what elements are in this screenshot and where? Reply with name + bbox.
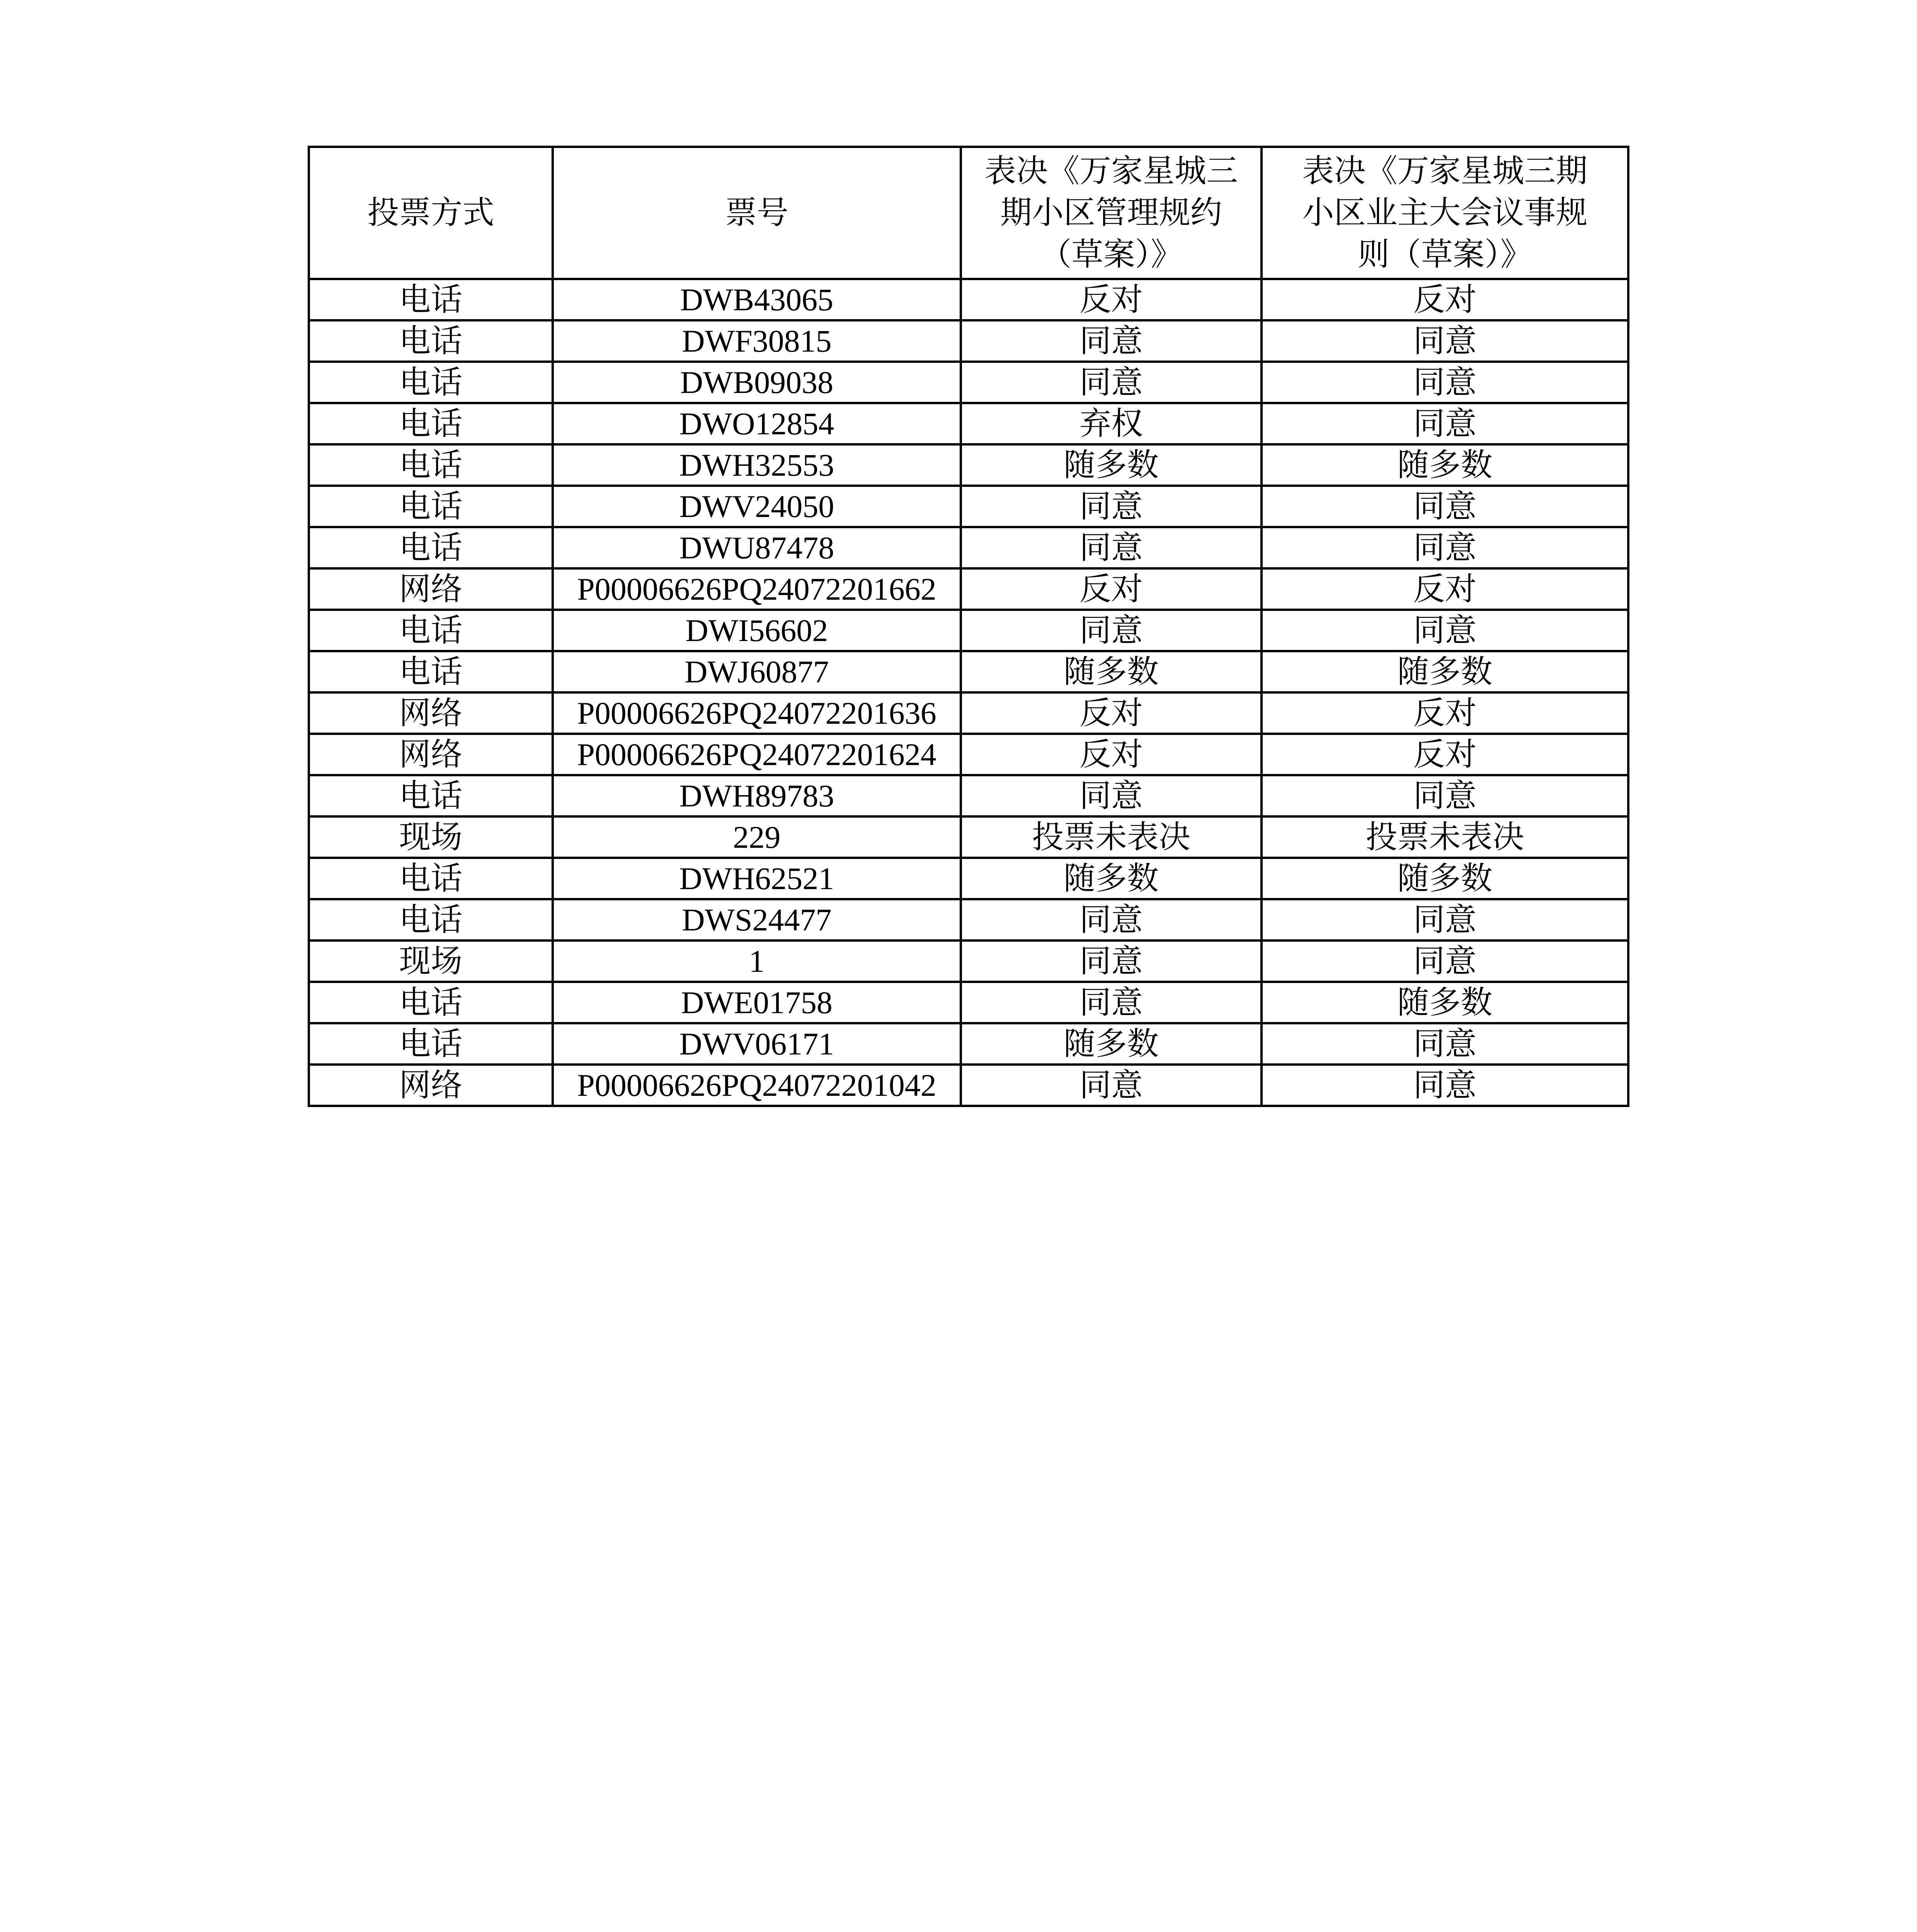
table-row <box>309 899 1628 940</box>
vote-method-cell: 电话 <box>309 527 553 568</box>
resolution-2-vote-cell: 同意 <box>1262 527 1628 568</box>
vote-method-cell: 电话 <box>309 320 553 362</box>
resolution-2-vote-cell: 同意 <box>1262 775 1628 816</box>
resolution-1-vote-cell: 同意 <box>961 527 1262 568</box>
resolution-1-vote-cell: 同意 <box>961 899 1262 940</box>
ticket-number-cell: DWH89783 <box>553 775 961 816</box>
header-resolution-meeting-rules-line: 表决《万家星城三期 <box>1302 153 1588 189</box>
resolution-1-vote-cell: 同意 <box>961 610 1262 651</box>
table-row <box>309 486 1628 527</box>
resolution-2-vote-cell: 同意 <box>1262 1065 1628 1106</box>
table-row <box>309 568 1628 610</box>
vote-method-cell: 电话 <box>309 1023 553 1065</box>
ticket-number-cell: DWB43065 <box>553 279 961 320</box>
ticket-number-cell: DWS24477 <box>553 899 961 940</box>
resolution-1-vote-cell: 同意 <box>961 362 1262 403</box>
resolution-1-vote-cell: 随多数 <box>961 858 1262 899</box>
table-row <box>309 362 1628 403</box>
table-row <box>309 610 1628 651</box>
resolution-2-vote-cell: 同意 <box>1262 320 1628 362</box>
vote-method-cell: 电话 <box>309 486 553 527</box>
resolution-2-vote-cell: 随多数 <box>1262 858 1628 899</box>
ticket-number-cell: DWV24050 <box>553 486 961 527</box>
resolution-2-vote-cell: 反对 <box>1262 734 1628 775</box>
ticket-number-cell: P00006626PQ24072201662 <box>553 568 961 610</box>
table-body <box>309 279 1628 1106</box>
ticket-number-cell: DWI56602 <box>553 610 961 651</box>
ticket-number-cell: DWU87478 <box>553 527 961 568</box>
table-row <box>309 403 1628 444</box>
vote-method-cell: 电话 <box>309 362 553 403</box>
resolution-1-vote-cell: 同意 <box>961 982 1262 1023</box>
table-row <box>309 279 1628 320</box>
ticket-number-cell: DWB09038 <box>553 362 961 403</box>
ticket-number-cell: DWO12854 <box>553 403 961 444</box>
resolution-1-vote-cell: 投票未表决 <box>961 816 1262 858</box>
vote-method-cell: 网络 <box>309 568 553 610</box>
header-vote-method: 投票方式 <box>309 147 553 279</box>
resolution-2-vote-cell: 随多数 <box>1262 444 1628 486</box>
ticket-number-cell: DWH32553 <box>553 444 961 486</box>
table-row <box>309 940 1628 982</box>
header-resolution-meeting-rules-line: 小区业主大会议事规 <box>1302 194 1588 231</box>
resolution-1-vote-cell: 反对 <box>961 692 1262 734</box>
vote-method-cell: 电话 <box>309 610 553 651</box>
resolution-2-vote-cell: 同意 <box>1262 486 1628 527</box>
table-row <box>309 734 1628 775</box>
header-resolution-management-rules <box>961 147 1262 279</box>
ticket-number-cell: 229 <box>553 816 961 858</box>
resolution-2-vote-cell: 同意 <box>1262 610 1628 651</box>
vote-record-table <box>308 146 1629 1107</box>
vote-method-cell: 电话 <box>309 858 553 899</box>
resolution-2-vote-cell: 随多数 <box>1262 982 1628 1023</box>
resolution-1-vote-cell: 同意 <box>961 775 1262 816</box>
resolution-2-vote-cell: 同意 <box>1262 940 1628 982</box>
table-row <box>309 982 1628 1023</box>
table-row <box>309 320 1628 362</box>
resolution-2-vote-cell: 同意 <box>1262 403 1628 444</box>
resolution-1-vote-cell: 反对 <box>961 279 1262 320</box>
ticket-number-cell: P00006626PQ24072201636 <box>553 692 961 734</box>
table-row <box>309 858 1628 899</box>
resolution-1-vote-cell: 反对 <box>961 734 1262 775</box>
header-resolution-management-rules-line: 表决《万家星城三 <box>984 153 1238 189</box>
resolution-1-vote-cell: 随多数 <box>961 1023 1262 1065</box>
resolution-1-vote-cell: 同意 <box>961 1065 1262 1106</box>
ticket-number-cell: P00006626PQ24072201624 <box>553 734 961 775</box>
resolution-1-vote-cell: 弃权 <box>961 403 1262 444</box>
table-header <box>309 147 1628 279</box>
ticket-number-cell: P00006626PQ24072201042 <box>553 1065 961 1106</box>
table-row <box>309 444 1628 486</box>
resolution-2-vote-cell: 同意 <box>1262 899 1628 940</box>
resolution-2-vote-cell: 随多数 <box>1262 651 1628 692</box>
vote-method-cell: 现场 <box>309 816 553 858</box>
vote-method-cell: 电话 <box>309 899 553 940</box>
ticket-number-cell: DWV06171 <box>553 1023 961 1065</box>
ticket-number-cell: 1 <box>553 940 961 982</box>
vote-method-cell: 电话 <box>309 403 553 444</box>
resolution-2-vote-cell: 投票未表决 <box>1262 816 1628 858</box>
ticket-number-cell: DWF30815 <box>553 320 961 362</box>
resolution-1-vote-cell: 同意 <box>961 940 1262 982</box>
header-resolution-meeting-rules-line: 则（草案）》 <box>1357 236 1532 273</box>
table-row <box>309 775 1628 816</box>
table-row <box>309 527 1628 568</box>
header-resolution-management-rules-line: （草案）》 <box>1040 236 1183 273</box>
table-row <box>309 816 1628 858</box>
resolution-2-vote-cell: 反对 <box>1262 279 1628 320</box>
vote-method-cell: 网络 <box>309 734 553 775</box>
table-row <box>309 692 1628 734</box>
resolution-1-vote-cell: 同意 <box>961 320 1262 362</box>
resolution-2-vote-cell: 同意 <box>1262 1023 1628 1065</box>
resolution-2-vote-cell: 同意 <box>1262 362 1628 403</box>
ticket-number-cell: DWJ60877 <box>553 651 961 692</box>
resolution-1-vote-cell: 随多数 <box>961 651 1262 692</box>
resolution-2-vote-cell: 反对 <box>1262 568 1628 610</box>
table-row <box>309 651 1628 692</box>
vote-method-cell: 网络 <box>309 1065 553 1106</box>
header-row <box>309 147 1628 279</box>
table-row <box>309 1065 1628 1106</box>
vote-method-cell: 电话 <box>309 444 553 486</box>
resolution-2-vote-cell: 反对 <box>1262 692 1628 734</box>
vote-method-cell: 电话 <box>309 279 553 320</box>
vote-method-cell: 现场 <box>309 940 553 982</box>
table-row <box>309 1023 1628 1065</box>
header-ticket-number: 票号 <box>553 147 961 279</box>
vote-method-cell: 网络 <box>309 692 553 734</box>
resolution-1-vote-cell: 反对 <box>961 568 1262 610</box>
header-resolution-meeting-rules <box>1262 147 1628 279</box>
vote-method-cell: 电话 <box>309 982 553 1023</box>
ticket-number-cell: DWH62521 <box>553 858 961 899</box>
vote-method-cell: 电话 <box>309 775 553 816</box>
header-resolution-management-rules-line: 期小区管理规约 <box>1000 194 1222 231</box>
ticket-number-cell: DWE01758 <box>553 982 961 1023</box>
vote-method-cell: 电话 <box>309 651 553 692</box>
resolution-1-vote-cell: 同意 <box>961 486 1262 527</box>
resolution-1-vote-cell: 随多数 <box>961 444 1262 486</box>
